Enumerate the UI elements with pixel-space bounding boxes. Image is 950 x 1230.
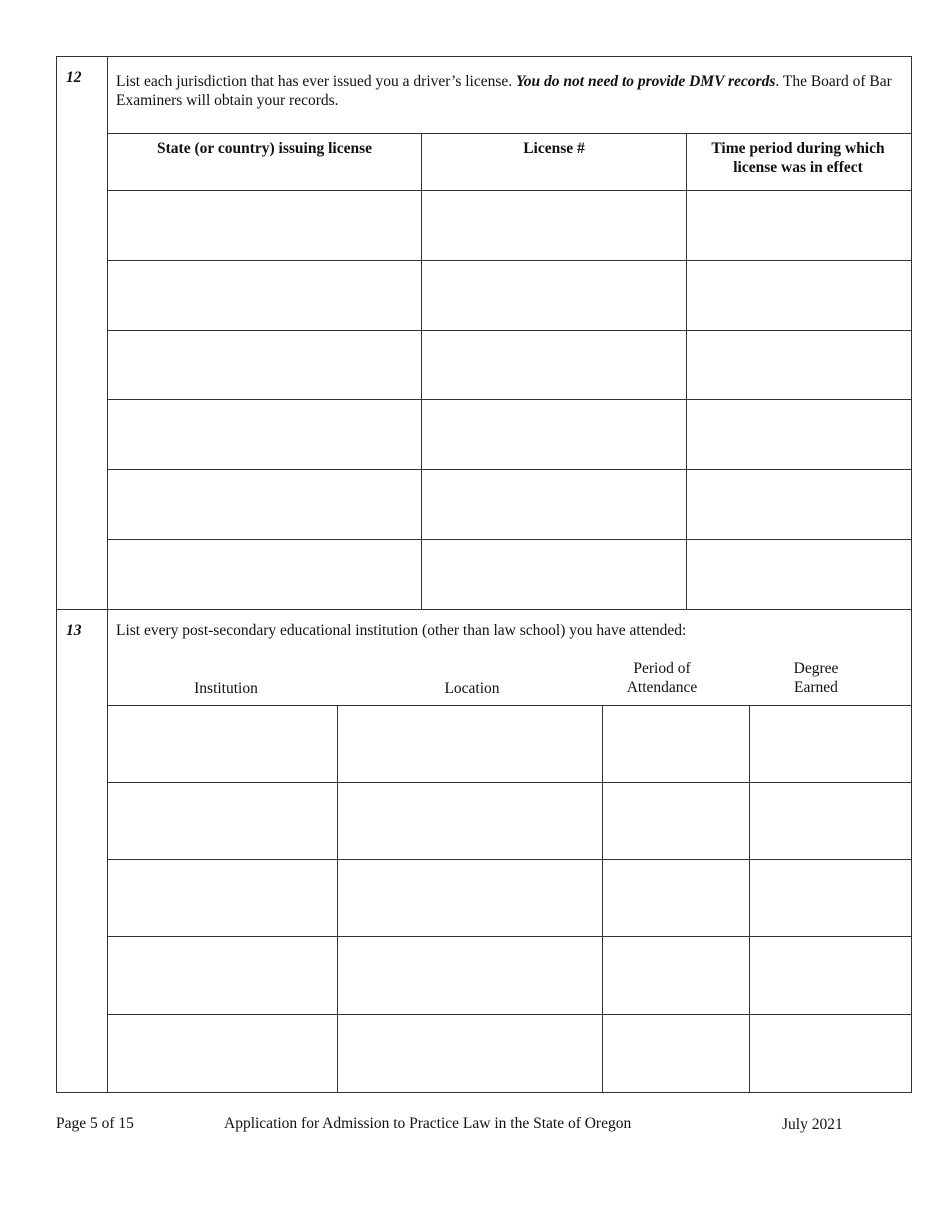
q13-period-cell[interactable] [603,860,749,936]
q12-license-cell[interactable] [422,261,686,330]
q12-instructions [116,72,901,110]
q12-license-cell[interactable] [422,331,686,399]
q12-license-cell[interactable] [422,400,686,469]
q13-col-institution: Institution [194,680,258,697]
q13-institution-cell[interactable] [108,783,337,859]
q13-location-cell[interactable] [338,937,602,1014]
q12-number: 12 [66,69,82,86]
q12-state-cell[interactable] [108,540,421,609]
frame-left-border [56,56,57,1093]
q13-institution-cell[interactable] [108,937,337,1014]
q13-period-cell[interactable] [603,783,749,859]
q13-degree-cell[interactable] [750,937,911,1014]
q13-period-cell[interactable] [603,937,749,1014]
q12-state-cell[interactable] [108,261,421,330]
footer-page-number: Page 5 of 15 [56,1115,134,1132]
q12-emphasis: You do not need to provide DMV records [516,73,776,90]
q12-period-cell[interactable] [687,331,911,399]
q13-number: 13 [66,622,82,639]
q12-license-cell[interactable] [422,191,686,260]
q13-period-cell[interactable] [603,706,749,782]
q13-degree-cell[interactable] [750,706,911,782]
q12-license-cell[interactable] [422,540,686,609]
q12-period-cell[interactable] [687,261,911,330]
q13-institution-cell[interactable] [108,1015,337,1092]
q12-col-time-period: Time period during which license was in effect [711,140,885,176]
q12-header-top [107,133,912,134]
q12-col-license-number: License # [523,140,585,157]
q13-location-cell[interactable] [338,1015,602,1092]
q13-col-degree: Degree Earned [793,660,839,696]
q12-text: List each jurisdiction that has ever issued you a driver’s license. [116,73,517,90]
q12-col-state: State (or country) issuing license [157,140,372,157]
q12-period-cell[interactable] [687,470,911,539]
q13-location-cell[interactable] [338,706,602,782]
q13-degree-cell[interactable] [750,860,911,936]
q12-state-cell[interactable] [108,470,421,539]
q12-license-cell[interactable] [422,470,686,539]
q13-col-location: Location [444,680,500,697]
q12-state-cell[interactable] [108,191,421,260]
frame-right-border [911,56,912,1093]
q12-period-cell[interactable] [687,540,911,609]
q13-instructions: List every post-secondary educational institution (other than law school) you have attended: [116,622,687,639]
q12-state-cell[interactable] [108,400,421,469]
q13-degree-cell[interactable] [750,1015,911,1092]
frame-top-border [56,56,912,57]
q13-period-cell[interactable] [603,1015,749,1092]
q12-text-tail: . The Board of Bar Examiners will obtain your records. [116,73,892,109]
footer-title: Application for Admission to Practice Law in the State of Oregon [224,1115,632,1132]
footer-date: July 2021 [782,1116,843,1133]
q13-institution-cell[interactable] [108,860,337,936]
q13-degree-cell[interactable] [750,783,911,859]
q12-period-cell[interactable] [687,191,911,260]
section-divider [56,609,912,610]
frame-bottom-border [56,1092,912,1093]
q13-col-period: Period of Attendance [626,660,698,696]
q13-institution-cell[interactable] [108,706,337,782]
q12-period-cell[interactable] [687,400,911,469]
q13-location-cell[interactable] [338,860,602,936]
q13-location-cell[interactable] [338,783,602,859]
q12-state-cell[interactable] [108,331,421,399]
